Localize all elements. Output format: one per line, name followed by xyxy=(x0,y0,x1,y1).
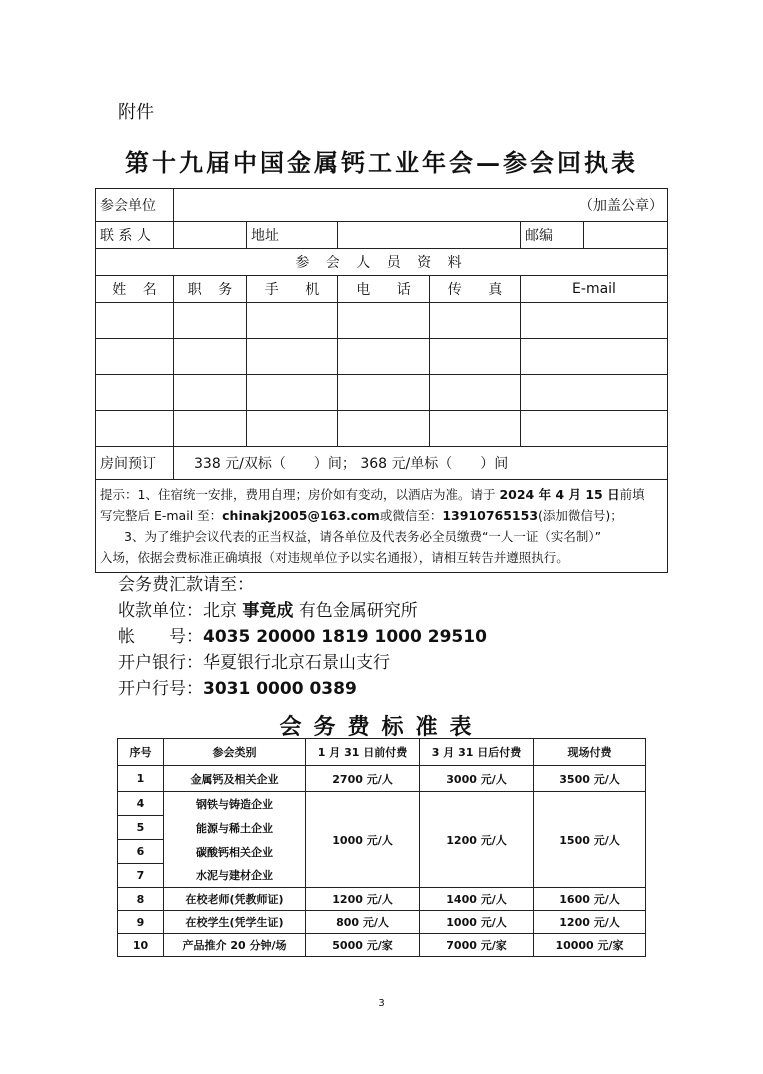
account-number: 4035 20000 1819 1000 29510 xyxy=(203,627,487,647)
attendee-cell[interactable] xyxy=(96,339,174,375)
attendee-cell[interactable] xyxy=(174,375,247,411)
fee-late: 1000 元/人 xyxy=(420,911,534,934)
attendee-cell[interactable] xyxy=(521,339,668,375)
attendee-cell[interactable] xyxy=(521,411,668,447)
fee-category: 钢铁与铸造企业 xyxy=(164,792,306,816)
payee-line: 收款单位：北京 事竟成 有色金属研究所 xyxy=(118,601,418,621)
fee-category: 碳酸钙相关企业 xyxy=(164,840,306,864)
col-title: 职 务 xyxy=(174,276,247,303)
notice-line-1: 提示：1、住宿统一安排，费用自理；房价如有变动，以酒店为准。请于 2024 年 4 月 15 日前填 xyxy=(100,487,645,502)
notice-email: chinakj2005@163.com xyxy=(222,508,380,523)
attendee-cell[interactable] xyxy=(96,375,174,411)
attendee-cell[interactable] xyxy=(247,303,338,339)
attendee-cell[interactable] xyxy=(430,375,521,411)
fee-header-category: 参会类别 xyxy=(164,739,306,766)
attendee-cell[interactable] xyxy=(338,375,430,411)
attendee-row xyxy=(96,375,668,411)
fee-header-no: 序号 xyxy=(118,739,164,766)
fee-late: 7000 元/家 xyxy=(420,934,534,957)
room-label: 房间预订 xyxy=(96,447,174,480)
attendee-cell[interactable] xyxy=(430,411,521,447)
fee-row xyxy=(118,888,646,911)
account-line: 帐 号：4035 20000 1819 1000 29510 xyxy=(118,627,487,647)
room-options[interactable]: 338 元/双标（ ）间； 368 元/单标（ ）间 xyxy=(174,447,668,480)
fee-onsite: 3500 元/人 xyxy=(534,766,646,792)
fee-row xyxy=(118,911,646,934)
fee-category: 产品推介 20 分钟/场 xyxy=(164,934,306,957)
postcode-label: 邮编 xyxy=(521,222,584,249)
fee-no: 7 xyxy=(118,864,164,888)
fee-early: 5000 元/家 xyxy=(306,934,420,957)
attendee-row xyxy=(96,303,668,339)
attendee-cell[interactable] xyxy=(338,411,430,447)
attendee-cell[interactable] xyxy=(247,411,338,447)
attendee-cell[interactable] xyxy=(174,303,247,339)
attendee-row xyxy=(96,339,668,375)
bank-number: 3031 0000 0389 xyxy=(203,679,357,699)
fee-late: 3000 元/人 xyxy=(420,766,534,792)
fee-category: 在校老师(凭教师证) xyxy=(164,888,306,911)
payment-heading: 会务费汇款请至： xyxy=(118,575,254,595)
attendee-cell[interactable] xyxy=(430,339,521,375)
fee-table xyxy=(117,738,646,957)
fee-late: 1200 元/人 xyxy=(420,792,534,888)
attendee-cell[interactable] xyxy=(174,339,247,375)
attendee-cell[interactable] xyxy=(174,411,247,447)
fee-category: 在校学生(凭学生证) xyxy=(164,911,306,934)
attendee-cell[interactable] xyxy=(521,375,668,411)
notice-line-4: 入场，依据会费标准正确填报（对违规单位予以实名通报），请相互转告并遵照执行。 xyxy=(100,550,569,565)
attendee-cell[interactable] xyxy=(521,303,668,339)
fee-no: 4 xyxy=(118,792,164,816)
fee-onsite: 1500 元/人 xyxy=(534,792,646,888)
bank-number-line: 开户行号：3031 0000 0389 xyxy=(118,679,357,699)
fee-early: 1200 元/人 xyxy=(306,888,420,911)
fee-onsite: 10000 元/家 xyxy=(534,934,646,957)
fee-no: 8 xyxy=(118,888,164,911)
fee-row xyxy=(118,792,646,816)
col-phone: 电 话 xyxy=(338,276,430,303)
fee-late: 1400 元/人 xyxy=(420,888,534,911)
fee-no: 9 xyxy=(118,911,164,934)
fee-no: 10 xyxy=(118,934,164,957)
attendee-cell[interactable] xyxy=(247,339,338,375)
fee-row xyxy=(118,934,646,957)
col-name: 姓 名 xyxy=(96,276,174,303)
fee-no: 5 xyxy=(118,816,164,840)
notice xyxy=(96,480,668,573)
contact-label: 联 系 人 xyxy=(96,222,174,249)
fee-onsite: 1200 元/人 xyxy=(534,911,646,934)
notice-deadline: 2024 年 4 月 15 日 xyxy=(499,487,620,502)
col-fax: 传 真 xyxy=(430,276,521,303)
fee-onsite: 1600 元/人 xyxy=(534,888,646,911)
attendee-cell[interactable] xyxy=(338,303,430,339)
fee-row xyxy=(118,766,646,792)
attendee-cell[interactable] xyxy=(96,303,174,339)
attendee-header: 参 会 人 员 资 料 xyxy=(96,249,668,276)
payee-bold: 事竟成 xyxy=(242,601,294,621)
attendee-cell[interactable] xyxy=(338,339,430,375)
notice-line-2: 写完整后 E-mail 至：chinakj2005@163.com或微信至：13910765153(添加微信号)； xyxy=(100,508,623,523)
fee-category: 金属钙及相关企业 xyxy=(164,766,306,792)
contact-field[interactable] xyxy=(174,222,247,249)
attachment-label: 附件 xyxy=(118,102,154,123)
bank-line: 开户银行：华夏银行北京石景山支行 xyxy=(118,653,390,673)
fee-early: 800 元/人 xyxy=(306,911,420,934)
fee-category: 能源与稀土企业 xyxy=(164,816,306,840)
fee-header-late: 3 月 31 日后付费 xyxy=(420,739,534,766)
page-title: 第十九届中国金属钙工业年会—参会回执表 xyxy=(125,148,638,177)
address-field[interactable] xyxy=(338,222,521,249)
notice-line-3: 3、为了维护会议代表的正当权益，请各单位及代表务必全员缴费“一人一证（实名制）” xyxy=(124,529,602,544)
attendee-row xyxy=(96,411,668,447)
col-mobile: 手 机 xyxy=(247,276,338,303)
unit-label: 参会单位 xyxy=(96,189,174,222)
attendee-cell[interactable] xyxy=(430,303,521,339)
fee-no: 6 xyxy=(118,840,164,864)
attendee-cell[interactable] xyxy=(96,411,174,447)
fee-category: 水泥与建材企业 xyxy=(164,864,306,888)
address-label: 地址 xyxy=(247,222,338,249)
fee-early: 2700 元/人 xyxy=(306,766,420,792)
registration-form xyxy=(95,188,668,573)
attendee-cell[interactable] xyxy=(247,375,338,411)
page-number: 3 xyxy=(378,998,385,1009)
fee-header-early: 1 月 31 日前付费 xyxy=(306,739,420,766)
stamp-note: （加盖公章） xyxy=(579,198,663,214)
col-email: E-mail xyxy=(521,276,668,303)
notice-wechat: 13910765153 xyxy=(442,508,539,523)
fee-early: 1000 元/人 xyxy=(306,792,420,888)
fee-table-title: 会务费标准表 xyxy=(279,714,484,740)
unit-field[interactable] xyxy=(174,189,668,222)
fee-header-onsite: 现场付费 xyxy=(534,739,646,766)
postcode-field[interactable] xyxy=(584,222,668,249)
fee-no: 1 xyxy=(118,766,164,792)
